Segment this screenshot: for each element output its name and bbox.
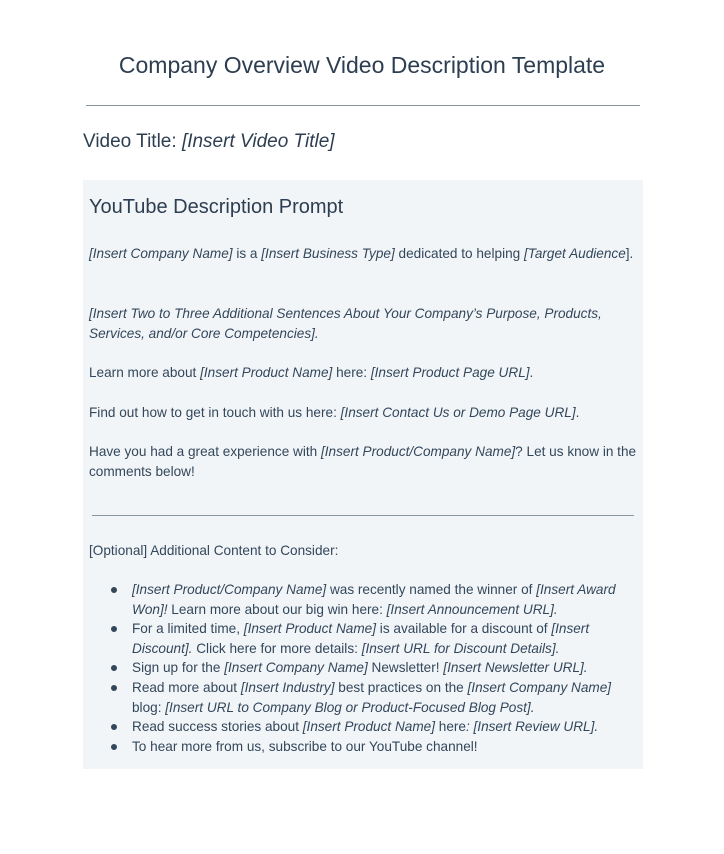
bullet-icon bbox=[111, 665, 117, 671]
text: Read more about bbox=[132, 679, 241, 695]
bullet-icon bbox=[111, 724, 117, 730]
contact-paragraph bbox=[89, 403, 637, 423]
text: Learn more about our big win here: bbox=[167, 601, 387, 617]
text: To hear more from us, subscribe to our YouTube channel! bbox=[132, 738, 478, 754]
text: Find out how to get in touch with us here: bbox=[89, 405, 341, 420]
placeholder-product-company-name: [Insert Product/Company Name] bbox=[321, 444, 516, 459]
text: best practices on the bbox=[334, 679, 468, 695]
placeholder: [Insert Company Name] bbox=[224, 660, 368, 676]
placeholder: [Insert Discount]. bbox=[132, 621, 590, 656]
placeholder: [Insert Award Won]! bbox=[132, 582, 616, 617]
placeholder: : [Insert Review URL]. bbox=[465, 719, 599, 735]
placeholder-target-audience: [Target Audience bbox=[524, 246, 626, 261]
video-title-line bbox=[83, 131, 335, 153]
section-divider bbox=[92, 515, 634, 516]
learn-more-paragraph bbox=[89, 363, 637, 383]
bullet-icon bbox=[111, 744, 117, 750]
list-item bbox=[89, 658, 637, 678]
list-item bbox=[89, 717, 637, 737]
video-title-label: Video Title: bbox=[83, 131, 182, 152]
text: dedicated to helping bbox=[394, 246, 524, 261]
placeholder: [Insert Newsletter URL]. bbox=[443, 660, 588, 676]
experience-paragraph bbox=[89, 442, 637, 482]
placeholder: [Insert Product Name] bbox=[302, 719, 435, 735]
page-title: Company Overview Video Description Template bbox=[118, 52, 606, 78]
text: Click here for more details: bbox=[192, 640, 362, 656]
placeholder: [Insert Company Name] bbox=[467, 679, 612, 695]
text: For a limited time, bbox=[132, 621, 244, 637]
list-item bbox=[89, 737, 637, 757]
placeholder: [Insert URL to Company Blog or Product-Focused Blog Post]. bbox=[165, 699, 535, 715]
placeholder: [Insert Product/Company Name] bbox=[132, 582, 327, 597]
text: was recently named the winner of bbox=[326, 582, 537, 597]
list-item bbox=[89, 580, 637, 619]
text: . bbox=[529, 365, 534, 380]
bullet-icon bbox=[111, 587, 117, 593]
text: here: bbox=[332, 365, 371, 380]
placeholder: [Insert Industry] bbox=[240, 679, 335, 695]
text: Learn more about bbox=[89, 365, 201, 380]
text: ? Let us know in the comments below! bbox=[89, 444, 637, 479]
text: here bbox=[434, 719, 466, 735]
prompt-heading: YouTube Description Prompt bbox=[89, 196, 344, 218]
bullet-icon bbox=[111, 685, 117, 691]
list-item bbox=[89, 619, 637, 658]
title-divider bbox=[86, 105, 640, 106]
text: Read success stories about bbox=[132, 719, 303, 735]
text: Sign up for the bbox=[132, 660, 225, 676]
placeholder-business-type: [Insert Business Type] bbox=[261, 246, 395, 261]
placeholder: [Insert Announcement URL]. bbox=[386, 601, 558, 617]
text: Newsletter! bbox=[367, 660, 444, 676]
placeholder: [Insert Product Name] bbox=[243, 621, 377, 637]
placeholder: [Insert URL for Discount Details]. bbox=[361, 640, 560, 656]
text: is available for a discount of bbox=[376, 621, 552, 637]
video-title-placeholder: [Insert Video Title] bbox=[181, 131, 335, 152]
text: blog: bbox=[132, 699, 166, 715]
text: . bbox=[575, 405, 580, 420]
text: Have you had a great experience with bbox=[89, 444, 321, 459]
text: is a bbox=[232, 246, 262, 261]
optional-heading: [Optional] Additional Content to Consider: bbox=[89, 543, 339, 558]
placeholder-product-name: [Insert Product Name] bbox=[200, 365, 333, 380]
list-item bbox=[89, 678, 637, 717]
placeholder-company-name: [Insert Company Name] bbox=[89, 246, 233, 261]
placeholder-contact-url: [Insert Contact Us or Demo Page URL] bbox=[340, 405, 576, 420]
bullet-icon bbox=[111, 626, 117, 632]
placeholder-product-page-url: [Insert Product Page URL] bbox=[370, 365, 530, 380]
placeholder-additional-sentences: [Insert Two to Three Additional Sentences About Your Company’s Purpose, Products, Services, and/or Core Competencies]. bbox=[89, 306, 602, 341]
optional-content-list bbox=[89, 580, 637, 756]
intro-paragraph bbox=[89, 244, 637, 264]
text: ]. bbox=[625, 246, 634, 261]
additional-sentences-paragraph bbox=[89, 304, 637, 344]
